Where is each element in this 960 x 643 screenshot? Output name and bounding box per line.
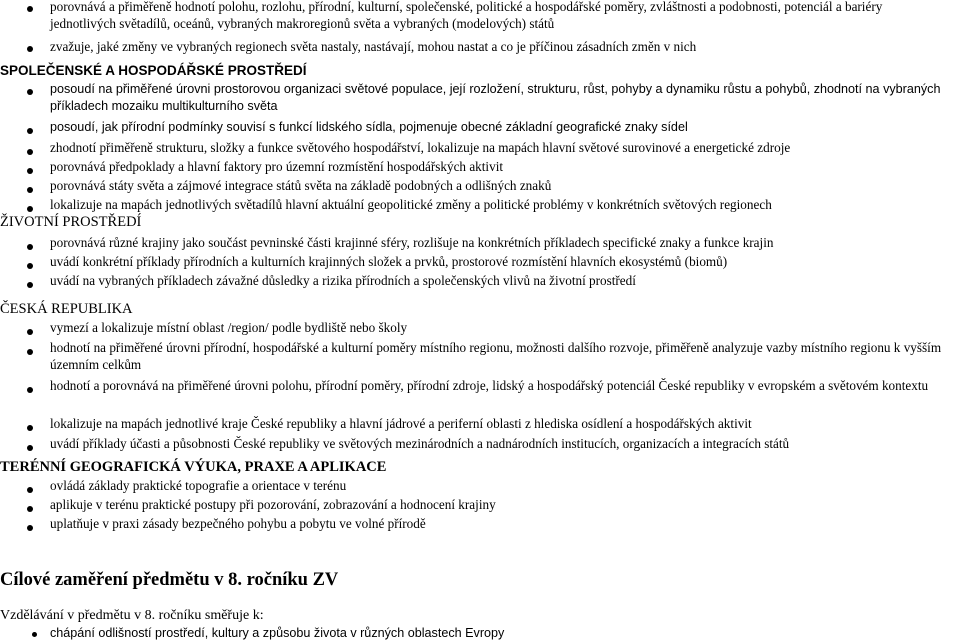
list-item: uvádí na vybraných příkladech závažné důsledky a rizika přírodních a společenských vlivů na životní prostředí bbox=[50, 273, 636, 288]
bullet bbox=[27, 244, 33, 250]
bullet bbox=[27, 149, 33, 155]
target-focus-title: Cílové zaměření předmětu v 8. ročníku ZV bbox=[0, 570, 339, 590]
list-item: porovnává předpoklady a hlavní faktory pro územní rozmístění hospodářských aktivit bbox=[50, 159, 504, 174]
bullet bbox=[27, 282, 33, 288]
list-item: lokalizuje na mapách jednotlivé kraje České republiky a hlavní jádrové a periferní oblasti z hlediska osídlení a hospodářských aktivit bbox=[50, 416, 752, 431]
section-heading: SPOLEČENSKÉ A HOSPODÁŘSKÉ PROSTŘEDÍ bbox=[0, 63, 307, 78]
bullet bbox=[32, 632, 37, 637]
list-item: porovnává různé krajiny jako součást pevninské části krajinné sféry, rozlišuje na konkrétních příkladech specifické znaky a funkce krajin bbox=[50, 235, 774, 250]
bullet bbox=[27, 46, 33, 52]
list-item: vymezí a lokalizuje místní oblast /region/ podle bydliště nebo školy bbox=[50, 320, 408, 335]
bullet bbox=[27, 206, 33, 212]
bullet bbox=[27, 263, 33, 269]
list-item: uvádí příklady účasti a působnosti České republiky ve světových mezinárodních a nadnárodních institucích, organizacích a integracích států bbox=[50, 436, 790, 451]
section-heading: ŽIVOTNÍ PROSTŘEDÍ bbox=[0, 214, 142, 230]
bullet bbox=[27, 425, 33, 431]
bullet bbox=[27, 89, 33, 95]
list-item: posoudí na přiměřené úrovni prostorovou organizaci světové populace, její rozložení, strukturu, růst, pohyby a dynamiku růstu a pohybů, zhodnotí na vybraných příkladech mozaiku multikulturního světa bbox=[50, 82, 941, 113]
bullet bbox=[27, 329, 33, 335]
list-item: zvažuje, jaké změny ve vybraných regionech světa nastaly, nastávají, mohou nastat a co je příčinou zásadních změn v nich bbox=[50, 39, 697, 54]
list-item: zhodnotí přiměřeně strukturu, složky a funkce světového hospodářství, lokalizuje na mapách hlavní světové surovinové a energetické zdroje bbox=[50, 140, 791, 155]
bullet bbox=[27, 128, 33, 134]
intro-note: Vzdělávání v předmětu v 8. ročníku směřuje k: bbox=[0, 608, 264, 623]
list-item: posoudí, jak přírodní podmínky souvisí s funkcí lidského sídla, pojmenuje obecné základní geografické znaky sídel bbox=[50, 120, 688, 134]
list-item: chápání odlišností prostředí, kultury a způsobu života v různých oblastech Evropy bbox=[50, 626, 505, 640]
bullet bbox=[27, 525, 33, 531]
bullet bbox=[27, 445, 33, 451]
list-item: uplatňuje v praxi zásady bezpečného pohybu a pobytu ve volné přírodě bbox=[50, 516, 426, 531]
list-item: uvádí konkrétní příklady přírodních a kulturních krajinných složek a prvků, prostorové rozmístění hlavních ekosystémů (biomů) bbox=[50, 254, 728, 269]
section-heading: TERÉNNÍ GEOGRAFICKÁ VÝUKA, PRAXE A APLIKACE bbox=[0, 459, 387, 475]
bullet bbox=[27, 487, 33, 493]
list-item: hodnotí na přiměřené úrovni přírodní, hospodářské a kulturní poměry místního regionu, možnosti dalšího rozvoje, přiměřeně analyzuje vazby místního regionu k vyšším územním celkům bbox=[50, 340, 942, 372]
bullet bbox=[27, 349, 33, 355]
bullet bbox=[27, 187, 33, 193]
section-heading: ČESKÁ REPUBLIKA bbox=[0, 301, 133, 317]
list-item: porovnává a přiměřeně hodnotí polohu, rozlohu, přírodní, kulturní, společenské, politické a hospodářské poměry, zvláštnosti a podobnosti, potenciál a bariéry jednotlivých světadílů, oceánů, vybraných makroregionů světa a vybraných (modelových) států bbox=[50, 0, 883, 31]
bullet bbox=[27, 168, 33, 174]
bullet bbox=[27, 387, 33, 393]
bullet bbox=[27, 506, 33, 512]
bullet bbox=[27, 6, 33, 12]
list-item: lokalizuje na mapách jednotlivých světadílů hlavní aktuální geopolitické změny a politické problémy v konkrétních světových regionech bbox=[50, 197, 772, 212]
list-item: porovnává státy světa a zájmové integrace států světa na základě podobných a odlišných znaků bbox=[50, 178, 552, 193]
list-item: aplikuje v terénu praktické postupy při pozorování, zobrazování a hodnocení krajiny bbox=[50, 497, 496, 512]
list-item: ovládá základy praktické topografie a orientace v terénu bbox=[50, 478, 347, 493]
list-item: hodnotí a porovnává na přiměřené úrovni polohu, přírodní poměry, přírodní zdroje, lidský a hospodářský potenciál České republiky v evropském a světovém kontextu bbox=[50, 378, 929, 393]
